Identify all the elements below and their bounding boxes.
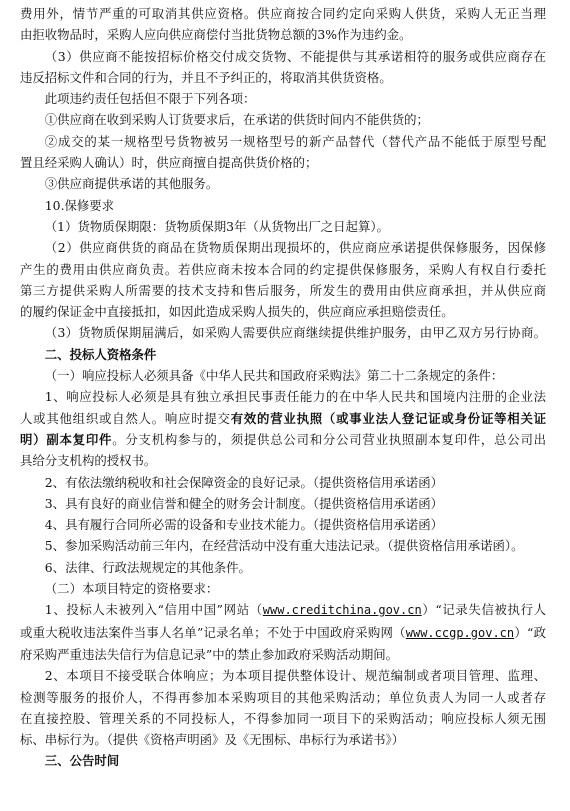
text-line: 1、响应投标人必须是具有独立承担民事责任能力的在中华人民共和国境内注册的企业法: [44, 389, 546, 405]
bold-text: 明）副本复印件: [20, 431, 113, 447]
text-line: 违反招标文件和合同的行为，并且不予纠正的，将取消其供货资格。: [20, 69, 392, 85]
heading-announcement-time: 三、公告时间: [44, 753, 120, 769]
text-line: 检测等服务的报价人，不得再参加本采购项目的其他采购活动；单位负责人为同一人或者存: [20, 689, 546, 705]
text-line: 具给分支机构的授权书。: [20, 453, 157, 469]
text-span: ）“记录失信被执行人: [421, 602, 546, 618]
text-line: 的履约保证金中直接抵扣，如因此造成采购人损失的，供应商应承担赔偿责任。: [20, 304, 454, 320]
text-line: （一）响应投标人必须具备《中华人民共和国政府采购法》第二十二条规定的条件：: [44, 368, 504, 384]
text-line: 4、具有履行合同所必需的设备和专业技术能力。（提供资格信用承诺函）: [44, 517, 443, 533]
text-line: [20, 622, 546, 644]
creditchina-link[interactable]: www.creditchina.gov.cn: [262, 603, 422, 618]
text-line: 产生的费用由供应商负责。若供应商未按本合同的约定提供保修服务，采购人有权自行委托: [20, 261, 546, 277]
text-line: 府采购严重违法失信行为信息记录”中的禁止参加政府采购活动期间。: [20, 646, 399, 662]
text-line: 2、本项目不接受联合体响应；为本项目提供整体设计、规范编制或者项目管理、监理、: [44, 668, 546, 684]
text-line: ②成交的某一规格型号货物被另一规格型号的新产品替代（替代产品不能低于原型号配: [44, 133, 546, 149]
text-line: 6、法律、行政法规规定的其他条件。: [44, 559, 251, 575]
text-line: 由拒收物品时，采购人应向供应商偿付当批货物总额的3%作为违约金。: [20, 27, 412, 43]
text-line: （2）供应商供货的商品在货物质保期出现损坏的，供应商应承诺提供保修服务，因保修: [44, 240, 546, 256]
text-line: [20, 408, 546, 429]
text-line: 3、具有良好的商业信誉和健全的财务会计制度。（提供资格信用承诺函）: [44, 495, 443, 511]
text-span: 或重大税收违法案件当事人名单”记录名单；不处于中国政府采购网（: [20, 624, 406, 640]
text-line: （3）供应商不能按招标价格交付成交货物、不能提供与其承诺相符的服务或供应商存在: [44, 48, 546, 64]
text-span: 。分支机构参与的，须提供总公司和分公司营业执照副本复印件，总公司出: [112, 431, 547, 447]
heading-qualification: 二、投标人资格条件: [44, 346, 157, 362]
ccgp-link[interactable]: www.ccgp.gov.cn: [405, 625, 515, 640]
text-line: [20, 599, 546, 621]
text-line: 此项违约责任包括但不限于下列各项：: [44, 91, 256, 107]
text-line: （3）货物质保期届满后，如采购人需要供应商继续提供维护服务，由甲乙双方另行协商。: [44, 325, 546, 341]
text-span: ）“政: [514, 624, 546, 640]
text-line: 在直接控股、管理关系的不同投标人，不得参加同一项目下的采购活动；响应投标人须无围: [20, 710, 546, 726]
text-line: ①供应商在收到采购人订货要求后，在承诺的供货时间内不能供货的；: [44, 112, 429, 128]
text-span: 人或其他组织或自然人。响应时提交: [20, 410, 231, 426]
text-line: （二）本项目特定的资格要求：: [44, 581, 219, 597]
text-line: 2、有依法缴纳税收和社会保障资金的良好记录。（提供资格信用承诺函）: [44, 474, 443, 490]
text-line: [20, 429, 546, 450]
text-line: 第三方提供采购人所需要的技术支持和售后服务，所发生的费用由供应商承担，并从供应商: [20, 282, 546, 298]
text-line: 标、串标行为。（提供《资格声明函》及《无围标、串标行为承诺书》）: [20, 732, 405, 748]
bold-text: 有效的营业执照（或事业法人登记证或身份证等相关证: [230, 410, 547, 426]
text-line: 5、参加采购活动前三年内，在经营活动中没有重大违法记录。（提供资格信用承诺函）。: [44, 538, 524, 554]
text-line: ③供应商提供承诺的其他服务。: [44, 176, 219, 192]
text-line: 置且经采购人确认）时，供应商擅自提高供货价格的；: [20, 155, 318, 171]
section-heading: 10.保修要求: [44, 197, 115, 213]
text-span: 1、投标人未被列入“信用中国”网站（: [44, 602, 263, 618]
text-line: （1）货物质保期限：货物质保期3年（从货物出厂之日起算）。: [44, 218, 389, 234]
text-line: 费用外，情节严重的可取消其供应资格。供应商按合同约定向采购人供货，采购人无正当理: [20, 6, 546, 21]
